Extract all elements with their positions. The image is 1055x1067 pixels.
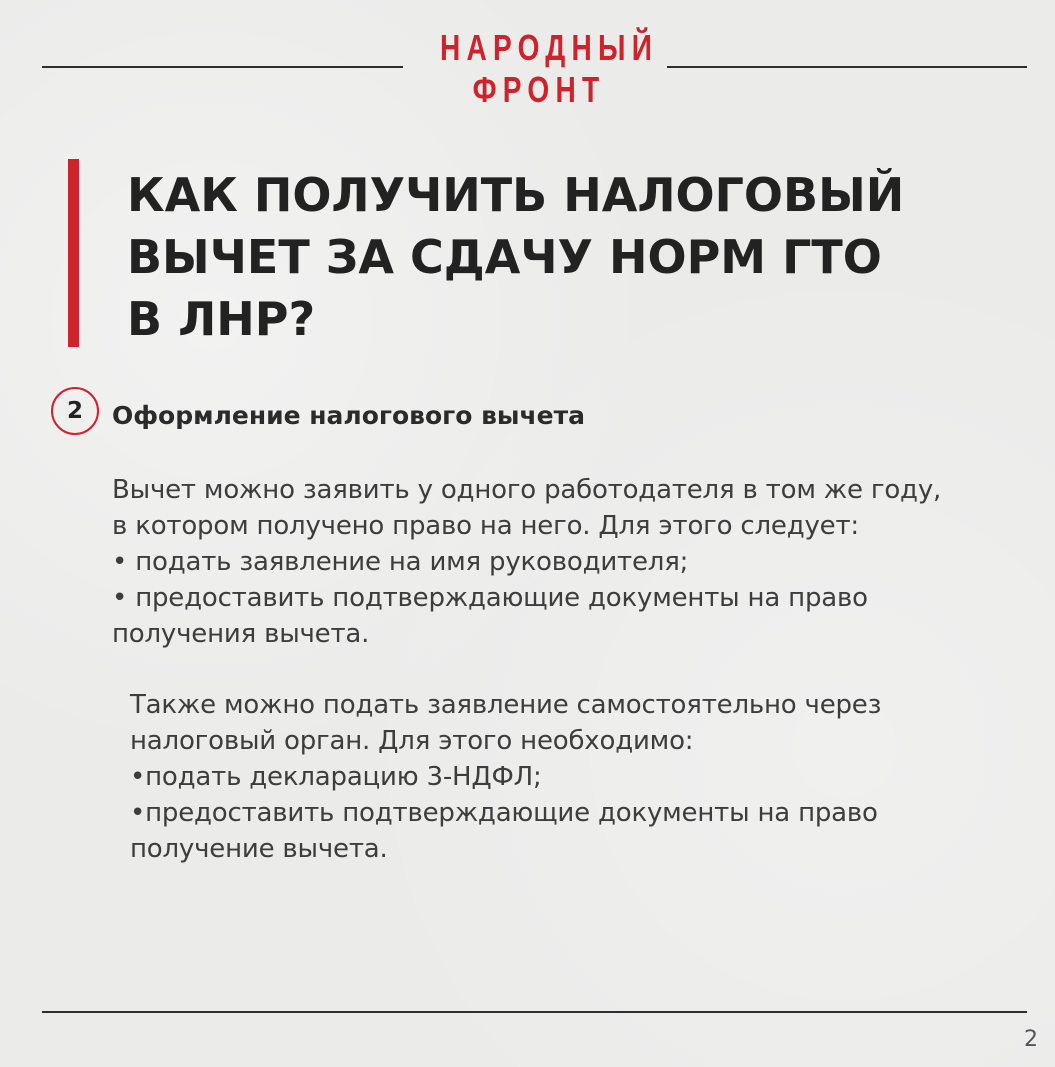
paragraph-line: Также можно подать заявление самостоятельно через	[130, 690, 882, 720]
paragraph-line: • предоставить подтверждающие документы на право	[112, 583, 868, 613]
header-divider-left	[42, 66, 403, 68]
logo-line-1: НАРОДНЫЙ	[439, 27, 659, 68]
title-line: КАК ПОЛУЧИТЬ НАЛОГОВЫЙ	[127, 168, 905, 222]
section-heading: Оформление налогового вычета	[112, 401, 585, 430]
page-number: 2	[1024, 1027, 1038, 1052]
paragraph-line: •предоставить подтверждающие документы на право	[130, 798, 878, 828]
paragraph-line: в котором получено право на него. Для этого следует:	[112, 511, 859, 541]
paragraph-line: Вычет можно заявить у одного работодателя в том же году,	[112, 475, 942, 505]
paragraph-tax-office	[130, 687, 881, 867]
page-title	[127, 164, 1027, 350]
title-line: ВЫЧЕТ ЗА СДАЧУ НОРМ ГТО	[127, 230, 882, 284]
title-line: В ЛНР?	[127, 292, 316, 346]
paragraph-line: • подать заявление на имя руководителя;	[112, 547, 689, 577]
logo	[404, 27, 666, 110]
paragraph-employer	[112, 472, 941, 652]
title-accent-bar	[68, 159, 79, 347]
paragraph-line: получение вычета.	[130, 834, 388, 864]
paragraph-line: налоговый орган. Для этого необходимо:	[130, 726, 694, 756]
paragraph-line: •подать декларацию 3-НДФЛ;	[130, 762, 542, 792]
header-divider-right	[667, 66, 1027, 68]
step-number-badge: 2	[51, 387, 99, 435]
footer-divider	[42, 1011, 1027, 1013]
paragraph-line: получения вычета.	[112, 619, 370, 649]
logo-line-2: ФРОНТ	[472, 69, 606, 110]
